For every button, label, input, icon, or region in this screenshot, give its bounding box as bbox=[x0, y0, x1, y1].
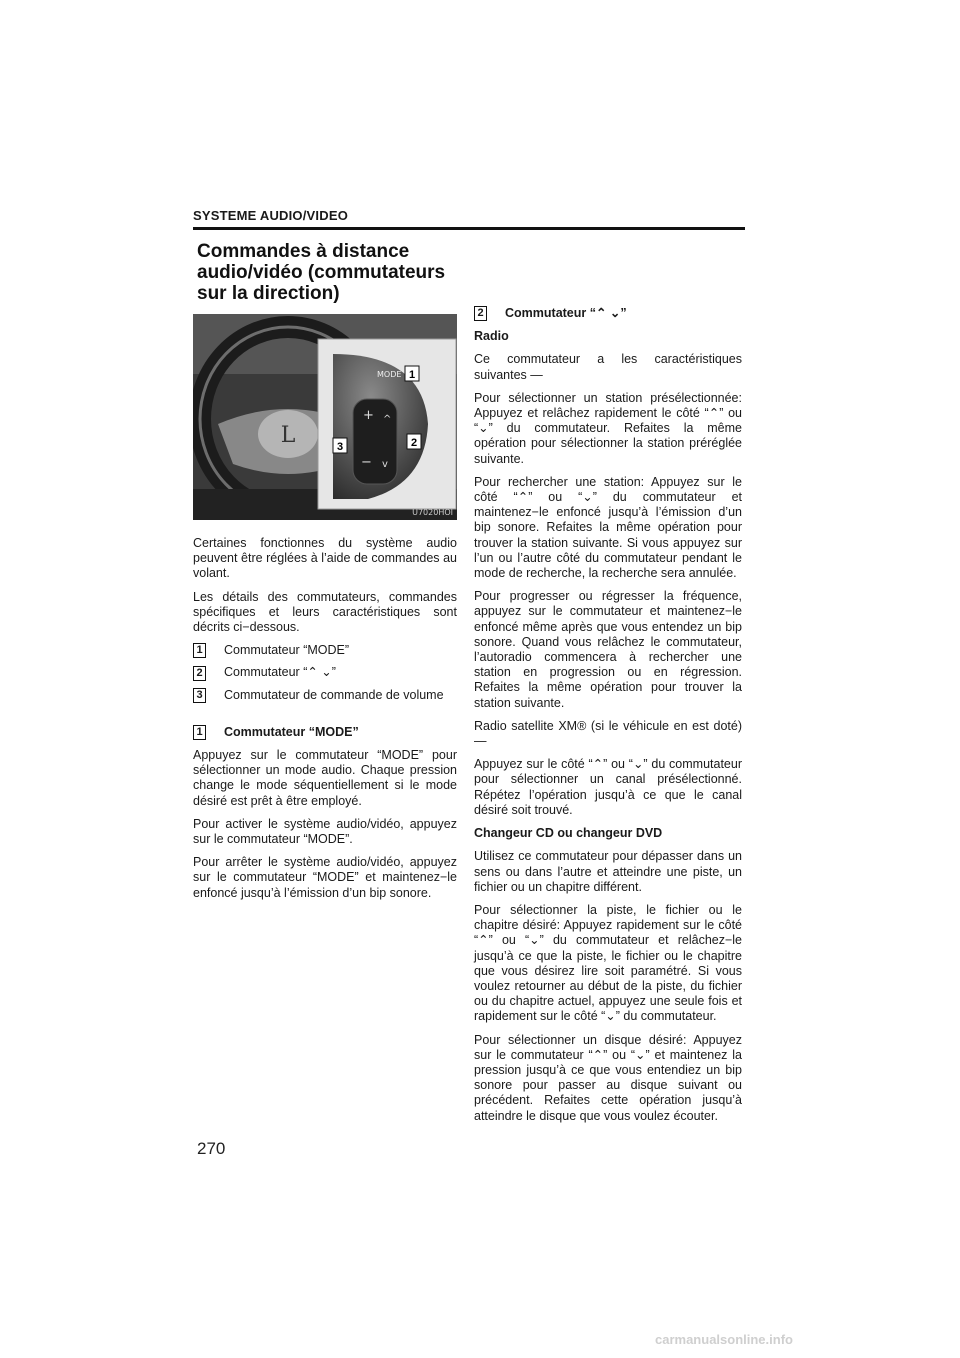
svg-text:L: L bbox=[280, 423, 296, 448]
number-box: 2 bbox=[193, 666, 206, 681]
heading-text: Commutateur “MODE” bbox=[224, 724, 359, 739]
number-box: 1 bbox=[193, 643, 206, 658]
mode-label: MODE bbox=[377, 370, 402, 379]
callout-1: 1 bbox=[408, 369, 416, 381]
section-title: SYSTEME AUDIO/VIDEO bbox=[193, 208, 349, 223]
details-paragraph: Les détails des commutateurs, commandes spécifiques et leurs caractéristiques sont décrits ci−dessous. bbox=[193, 589, 457, 635]
mode-paragraph-1: Appuyez sur le commutateur “MODE” pour sélectionner un mode audio. Chaque pression change le mode séquentiellement si le mode désiré est prêt à être employé. bbox=[193, 748, 457, 808]
page-title: Commandes à distance audio/vidéo (commutateurs sur la direction) bbox=[197, 241, 446, 304]
xm-paragraph: Appuyez sur le côté “⌃” ou “⌄” du commutateur pour sélectionner un canal présélectionné. Répétez l’opération jusqu’à ce que le canal désiré soit trouvé. bbox=[474, 757, 742, 817]
figure-code: U7020HOI bbox=[412, 508, 453, 517]
list-item bbox=[193, 688, 457, 703]
svg-text:−: − bbox=[361, 455, 372, 470]
list-item bbox=[193, 665, 457, 680]
list-item-label: Commutateur “MODE” bbox=[224, 643, 350, 658]
number-box: 2 bbox=[474, 306, 487, 321]
cd-paragraph-2: Pour sélectionner la piste, le fichier ou le chapitre désiré: Appuyez rapidement sur le côté “⌃” ou “⌄” du commutateur et relâchez−le jusqu’à ce que la piste, le fichier ou le chapitre que vous désirez lire soit paramétré. Si vous voulez retourner au début de la piste, du fichier ou du chapitre actuel, appuyez une seule fois et rapidement sur le côté “⌄” du commutateur. bbox=[474, 902, 742, 1024]
radio-paragraph-1: Ce commutateur a les caractéristiques suivantes — bbox=[474, 352, 742, 382]
watermark: carmanualsonline.info bbox=[655, 1332, 793, 1347]
left-column bbox=[193, 536, 457, 909]
header-rule bbox=[193, 227, 745, 230]
number-box: 3 bbox=[193, 688, 206, 703]
mode-switch-heading bbox=[193, 725, 457, 740]
radio-heading: Radio bbox=[474, 329, 509, 344]
steering-wheel-figure bbox=[193, 314, 457, 520]
callout-2: 2 bbox=[410, 437, 418, 449]
cd-paragraph-3: Pour sélectionner un disque désiré: Appuyez sur le commutateur “⌃” ou “⌄” et maintenez la pression jusqu’à ce que vous entendiez un bip sonore pour passer au disque suivant ou précédent. Refaites cette opération jusqu’à atteindre le disque que vous voulez écouter. bbox=[474, 1032, 742, 1123]
xm-heading: Radio satellite XM® (si le véhicule en est doté) — bbox=[474, 718, 742, 749]
list-item-label: Commutateur de commande de volume bbox=[224, 687, 444, 702]
svg-text:+: + bbox=[363, 408, 374, 423]
right-column bbox=[474, 306, 742, 1132]
radio-paragraph-2: Pour sélectionner un station présélectionnée: Appuyez et relâchez rapidement le côté “⌃” ou “⌄” du commutateur. Refaites la même opération pour sélectionner la station préréglée suivante. bbox=[474, 390, 742, 466]
cd-paragraph-1: Utilisez ce commutateur pour dépasser dans un sens ou dans l’autre et atteindre une piste, un fichier ou un chapitre différent. bbox=[474, 849, 742, 894]
list-item-label: Commutateur “⌃ ⌄” bbox=[224, 665, 336, 680]
steering-wheel-illustration bbox=[193, 314, 457, 520]
mode-paragraph-2: Pour activer le système audio/vidéo, appuyez sur le commutateur “MODE”. bbox=[193, 816, 457, 847]
intro-paragraph: Certaines fonctionnes du système audio peuvent être réglées à l’aide de commandes au volant. bbox=[193, 536, 457, 581]
mode-paragraph-3: Pour arrêter le système audio/vidéo, appuyez sur le commutateur “MODE” et maintenez−le enfoncé jusqu’à l’émission d’un bip sonore. bbox=[193, 855, 457, 900]
callout-3: 3 bbox=[336, 441, 344, 453]
section-header bbox=[193, 208, 745, 230]
radio-paragraph-3: Pour rechercher une station: Appuyez sur le côté “⌃” ou “⌄” du commutateur et maintenez−le enfoncé jusqu’à l’émission d’un bip sonore. Refaites la même opération pour trouver la station suivante. Si vous appuyez sur l’un ou l’autre côté du commutateur pendant le mode de recherche, la recherche sera annulée. bbox=[474, 474, 742, 581]
cd-heading: Changeur CD ou changeur DVD bbox=[474, 826, 663, 841]
radio-paragraph-4: Pour progresser ou régresser la fréquence, appuyez sur le commutateur et maintenez−le enfoncé même après que vous entendez un bip sonore. Quand vous relâchez le commutateur, l’autoradio commencera à rechercher une station en progression ou en régression. Refaites la même opération pour trouver la station suivante. bbox=[474, 589, 742, 710]
svg-text:^: ^ bbox=[383, 414, 392, 425]
number-box: 1 bbox=[193, 725, 206, 740]
list-item bbox=[193, 643, 457, 658]
heading-text: Commutateur “⌃ ⌄” bbox=[505, 306, 627, 320]
svg-text:v: v bbox=[382, 459, 388, 470]
arrow-switch-heading bbox=[474, 306, 742, 321]
page-number: 270 bbox=[197, 1139, 226, 1158]
